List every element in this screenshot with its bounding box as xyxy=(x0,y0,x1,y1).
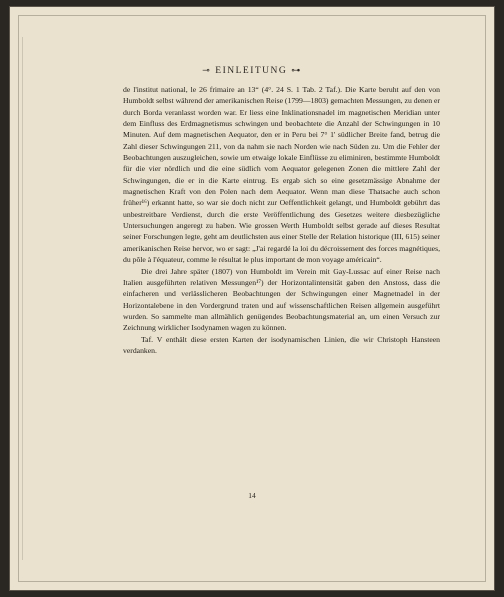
paragraph-3: Taf. V enthält diese ersten Karten der isodynamischen Linien, die wir Christoph Hansteen verdanken. xyxy=(123,334,440,355)
ornament-right-icon: ⊶ xyxy=(291,65,302,75)
ornament-left-icon: ⊸ xyxy=(202,65,212,75)
page-number: 14 xyxy=(248,491,256,500)
page-edge-rule xyxy=(22,37,23,560)
chapter-title: EINLEITUNG xyxy=(215,66,288,76)
paragraph-2: Die drei Jahre später (1807) von Humboldt im Verein mit Gay-Lussac auf einer Reise nach Italien ausgeführten relativen Messungen¹⁷) der Horizontalintensität gaben den Anstoss, dass die einfacheren und verlässlicheren Beobachtungen der Schwingungen einer Magnetnadel in der Horizontalebene in den Vordergrund traten und auf wissenschaftlichen Reisen allgemein ausgeführt wurden. So sammelte man allmählich genügendes Beobachtungsmaterial an, um einen Versuch zur Zeichnung wirklicher Isodynamen wagen zu können. xyxy=(123,266,440,333)
body-text xyxy=(123,84,440,356)
paragraph-1: de l'institut national, le 26 frimaire an 13“ (4°. 24 S. 1 Tab. 2 Taf.). Die Karte beruht auf den von Humboldt selbst während der amerikanischen Reise (1799—1803) gemachten Messungen, zu denen er durch Borda veranlasst worden war. Er liess eine Inklinationsnadel im magnetischen Meridian unter dem Einfluss des Erdmagnetismus schwingen und beobachtete die Anzahl der Schwingungen in 10 Minuten. Auf dem magnetischen Aequator, den er in Peru bei 7° 1' südlicher Breite fand, betrug die Zahl dieser Schwingungen 211, von da nahm sie nach Norden wie nach Süden zu. Um die Fehler der Beobachtungen auszugleichen, sowie um etwaige lokale Einflüsse zu eliminiren, bestimmte Humboldt für die vier nördlich und die eine südlich vom Aequator gelegenen Zonen die mittlere Zahl der Schwingungen, die er in die Karte eintrug. Es ergab sich so eine gesetzmässige Abnahme der magnetischen Kraft von den Polen nach dem Aequator. Wenn man diese Thatsache auch schon früher¹⁶) erkannt hatte, so war sie doch nicht zur Oeffentlichkeit gelangt, und Humboldt gebührt das unbestreitbare Verdienst, durch die erste Veröffentlichung des Gesetzes weitere diesbezügliche Untersuchungen angeregt zu haben. Wie grossen Werth Humboldt selbst gerade auf dieses Resultat seiner Forschungen legte, geht am deutlichsten aus einer Stelle der Relation historique (III, 615) seiner amerikanischen Reise hervor, wo er sagt: „J'ai regardé la loi du décroissement des forces magnétiques, du pôle à l'équateur, comme le résultat le plus important de mon voyage américain“. xyxy=(123,85,440,265)
running-head xyxy=(10,65,494,76)
book-page xyxy=(9,6,495,591)
